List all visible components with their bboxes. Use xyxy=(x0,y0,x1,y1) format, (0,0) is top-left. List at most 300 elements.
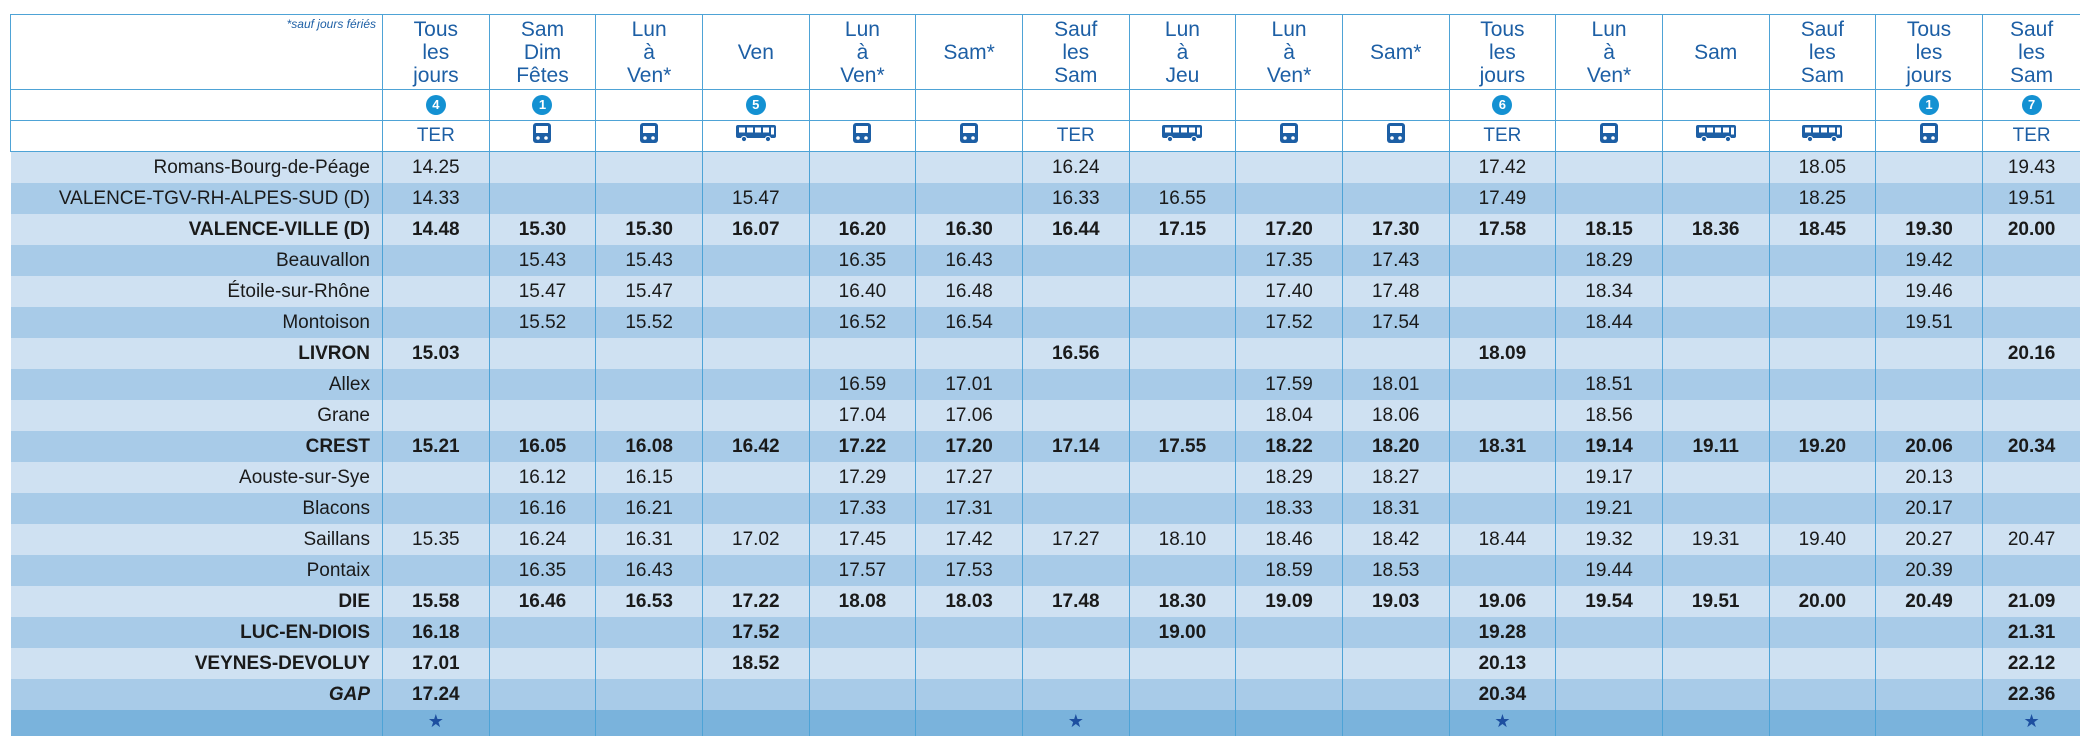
time-cell: 17.42 xyxy=(1449,152,1556,184)
time-cell xyxy=(1342,338,1449,369)
time-cell xyxy=(1662,679,1769,710)
time-cell xyxy=(1342,648,1449,679)
time-cell xyxy=(1982,400,2080,431)
day-line: à xyxy=(643,40,655,64)
time-cell xyxy=(916,152,1023,184)
time-cell xyxy=(1022,276,1129,307)
timetable xyxy=(10,14,2080,736)
footer-cell xyxy=(1022,710,1129,736)
time-cell xyxy=(489,400,596,431)
column-mode-13 xyxy=(1662,121,1769,152)
column-days-7 xyxy=(1022,15,1129,90)
time-cell: 17.45 xyxy=(809,524,916,555)
time-cell xyxy=(702,462,809,493)
column-note-3 xyxy=(596,90,703,121)
column-mode-2 xyxy=(489,121,596,152)
time-cell xyxy=(489,679,596,710)
time-cell xyxy=(1556,679,1663,710)
day-line: les xyxy=(2018,40,2046,64)
time-cell xyxy=(1022,307,1129,338)
time-cell xyxy=(1449,245,1556,276)
time-cell: 16.08 xyxy=(596,431,703,462)
time-cell xyxy=(1662,152,1769,184)
stop-name: Beauvallon xyxy=(11,245,383,276)
time-cell xyxy=(1982,462,2080,493)
day-line: Lun xyxy=(1271,17,1307,41)
time-cell: 15.52 xyxy=(489,307,596,338)
time-cell: 18.34 xyxy=(1556,276,1663,307)
time-cell: 19.09 xyxy=(1236,586,1343,617)
stop-name: Grane xyxy=(11,400,383,431)
time-cell: 17.27 xyxy=(916,462,1023,493)
time-cell: 16.24 xyxy=(489,524,596,555)
time-cell: 16.33 xyxy=(1022,183,1129,214)
time-cell: 18.56 xyxy=(1556,400,1663,431)
time-cell xyxy=(1556,648,1663,679)
time-cell: 17.54 xyxy=(1342,307,1449,338)
footer-cell xyxy=(383,710,490,736)
time-cell xyxy=(1129,648,1236,679)
time-cell xyxy=(1769,555,1876,586)
time-cell: 17.48 xyxy=(1342,276,1449,307)
time-cell: 18.03 xyxy=(916,586,1023,617)
footer-cell xyxy=(1556,710,1663,736)
time-cell: 17.30 xyxy=(1342,214,1449,245)
time-cell: 16.56 xyxy=(1022,338,1129,369)
column-mode-7 xyxy=(1022,121,1129,152)
time-cell xyxy=(383,493,490,524)
time-cell: 20.13 xyxy=(1449,648,1556,679)
time-cell xyxy=(1449,369,1556,400)
footer-cell xyxy=(809,710,916,736)
time-cell: 17.52 xyxy=(702,617,809,648)
time-cell xyxy=(596,152,703,184)
note-badge: 5 xyxy=(746,95,766,115)
time-cell: 17.33 xyxy=(809,493,916,524)
time-cell: 15.21 xyxy=(383,431,490,462)
time-cell xyxy=(489,369,596,400)
time-cell xyxy=(1129,555,1236,586)
time-cell: 16.20 xyxy=(809,214,916,245)
time-cell xyxy=(1769,369,1876,400)
day-line: à xyxy=(1603,40,1615,64)
day-line: Fêtes xyxy=(516,63,569,87)
time-cell: 18.29 xyxy=(1556,245,1663,276)
time-cell: 19.40 xyxy=(1769,524,1876,555)
time-cell: 19.14 xyxy=(1556,431,1663,462)
time-cell: 16.30 xyxy=(916,214,1023,245)
time-cell xyxy=(1876,679,1983,710)
time-cell xyxy=(383,555,490,586)
column-mode-3 xyxy=(596,121,703,152)
time-cell xyxy=(489,338,596,369)
column-note-13 xyxy=(1662,90,1769,121)
time-cell xyxy=(1556,617,1663,648)
time-cell: 17.42 xyxy=(916,524,1023,555)
footer-cell xyxy=(1982,710,2080,736)
note-badge: 7 xyxy=(2022,95,2042,115)
time-cell: 19.20 xyxy=(1769,431,1876,462)
time-cell: 16.43 xyxy=(596,555,703,586)
time-cell: 17.48 xyxy=(1022,586,1129,617)
time-cell: 16.42 xyxy=(702,431,809,462)
column-note-7 xyxy=(1022,90,1129,121)
train-icon xyxy=(852,122,872,150)
column-days-13 xyxy=(1662,15,1769,90)
train-icon xyxy=(1386,122,1406,150)
time-cell: 17.31 xyxy=(916,493,1023,524)
time-cell: 19.30 xyxy=(1876,214,1983,245)
time-cell: 17.43 xyxy=(1342,245,1449,276)
time-cell xyxy=(1662,276,1769,307)
time-cell xyxy=(1022,617,1129,648)
time-cell xyxy=(383,245,490,276)
column-note-1 xyxy=(383,90,490,121)
time-cell: 19.44 xyxy=(1556,555,1663,586)
time-cell xyxy=(1022,400,1129,431)
time-cell: 16.35 xyxy=(809,245,916,276)
train-icon xyxy=(1599,122,1619,150)
column-mode-1 xyxy=(383,121,490,152)
time-cell: 15.30 xyxy=(596,214,703,245)
stop-name: Aouste-sur-Sye xyxy=(11,462,383,493)
time-cell: 15.30 xyxy=(489,214,596,245)
time-cell: 18.01 xyxy=(1342,369,1449,400)
time-cell: 15.47 xyxy=(596,276,703,307)
time-cell xyxy=(1662,400,1769,431)
time-cell xyxy=(1982,245,2080,276)
time-cell xyxy=(1982,369,2080,400)
time-cell: 16.35 xyxy=(489,555,596,586)
stop-name: GAP xyxy=(11,679,383,710)
time-cell: 19.11 xyxy=(1662,431,1769,462)
time-cell: 19.17 xyxy=(1556,462,1663,493)
time-cell xyxy=(702,400,809,431)
footer-cell xyxy=(1449,710,1556,736)
column-note-16 xyxy=(1982,90,2080,121)
time-cell xyxy=(489,617,596,648)
time-cell xyxy=(1769,276,1876,307)
stop-row xyxy=(11,183,2080,214)
notes-label-cell xyxy=(11,90,383,121)
time-cell xyxy=(702,679,809,710)
time-cell xyxy=(1342,152,1449,184)
time-cell xyxy=(702,493,809,524)
time-cell: 15.43 xyxy=(596,245,703,276)
time-cell xyxy=(1022,245,1129,276)
time-cell: 19.31 xyxy=(1662,524,1769,555)
star-icon: ★ xyxy=(427,711,444,731)
day-line: à xyxy=(1283,40,1295,64)
time-cell: 22.36 xyxy=(1982,679,2080,710)
time-cell xyxy=(596,183,703,214)
time-cell xyxy=(1449,462,1556,493)
day-line: Lun xyxy=(631,17,667,41)
footer-label-cell xyxy=(11,710,383,736)
column-days-8 xyxy=(1129,15,1236,90)
column-note-6 xyxy=(916,90,1023,121)
footer-cell xyxy=(1769,710,1876,736)
time-cell: 16.48 xyxy=(916,276,1023,307)
time-cell: 17.22 xyxy=(809,431,916,462)
time-cell xyxy=(1982,555,2080,586)
header-modes-row xyxy=(11,121,2080,152)
time-cell: 17.20 xyxy=(1236,214,1343,245)
stop-row xyxy=(11,214,2080,245)
time-cell xyxy=(1876,369,1983,400)
time-cell: 18.27 xyxy=(1342,462,1449,493)
time-cell: 20.27 xyxy=(1876,524,1983,555)
day-line: les xyxy=(1808,40,1836,64)
time-cell xyxy=(1129,152,1236,184)
stop-row xyxy=(11,493,2080,524)
day-line: Tous xyxy=(413,17,458,41)
time-cell: 19.51 xyxy=(1876,307,1983,338)
star-icon: ★ xyxy=(2023,711,2040,731)
time-cell: 14.48 xyxy=(383,214,490,245)
time-cell xyxy=(1662,555,1769,586)
time-cell: 18.36 xyxy=(1662,214,1769,245)
day-line: jours xyxy=(1906,63,1952,87)
time-cell: 18.20 xyxy=(1342,431,1449,462)
stop-row xyxy=(11,586,2080,617)
time-cell xyxy=(596,617,703,648)
time-cell xyxy=(1129,338,1236,369)
time-cell: 16.40 xyxy=(809,276,916,307)
time-cell xyxy=(1449,307,1556,338)
time-cell xyxy=(1129,245,1236,276)
time-cell: 20.17 xyxy=(1876,493,1983,524)
stop-name: Étoile-sur-Rhône xyxy=(11,276,383,307)
time-cell xyxy=(1236,338,1343,369)
stop-name: LIVRON xyxy=(11,338,383,369)
time-cell xyxy=(1022,462,1129,493)
train-icon xyxy=(639,122,659,150)
stop-row xyxy=(11,245,2080,276)
column-note-12 xyxy=(1556,90,1663,121)
header-corner xyxy=(11,15,383,90)
time-cell xyxy=(1662,307,1769,338)
column-note-8 xyxy=(1129,90,1236,121)
header-notes-row xyxy=(11,90,2080,121)
time-cell xyxy=(1556,183,1663,214)
column-days-6 xyxy=(916,15,1023,90)
time-cell: 17.58 xyxy=(1449,214,1556,245)
stop-row xyxy=(11,307,2080,338)
train-icon xyxy=(1279,122,1299,150)
stop-name: LUC-EN-DIOIS xyxy=(11,617,383,648)
time-cell xyxy=(1342,183,1449,214)
stop-row xyxy=(11,524,2080,555)
time-cell: 18.09 xyxy=(1449,338,1556,369)
time-cell: 19.51 xyxy=(1982,183,2080,214)
time-cell xyxy=(596,679,703,710)
time-cell xyxy=(1236,152,1343,184)
time-cell: 14.33 xyxy=(383,183,490,214)
day-line: Lun xyxy=(1591,17,1627,41)
time-cell: 18.33 xyxy=(1236,493,1343,524)
time-cell: 16.31 xyxy=(596,524,703,555)
time-cell xyxy=(1449,276,1556,307)
time-cell: 17.02 xyxy=(702,524,809,555)
time-cell xyxy=(1876,617,1983,648)
time-cell xyxy=(1876,183,1983,214)
time-cell: 18.04 xyxy=(1236,400,1343,431)
day-line: Ven* xyxy=(840,63,885,87)
time-cell: 17.04 xyxy=(809,400,916,431)
time-cell: 18.44 xyxy=(1556,307,1663,338)
time-cell: 15.43 xyxy=(489,245,596,276)
footer-cell xyxy=(1236,710,1343,736)
time-cell xyxy=(1662,648,1769,679)
stop-row xyxy=(11,400,2080,431)
time-cell: 16.07 xyxy=(702,214,809,245)
time-cell xyxy=(702,369,809,400)
time-cell xyxy=(1556,338,1663,369)
time-cell xyxy=(1662,369,1769,400)
time-cell: 17.15 xyxy=(1129,214,1236,245)
time-cell: 19.43 xyxy=(1982,152,2080,184)
time-cell xyxy=(489,648,596,679)
column-mode-9 xyxy=(1236,121,1343,152)
time-cell xyxy=(1556,152,1663,184)
time-cell xyxy=(383,369,490,400)
footer-cell xyxy=(1129,710,1236,736)
time-cell xyxy=(1129,276,1236,307)
time-cell: 17.57 xyxy=(809,555,916,586)
column-note-4 xyxy=(702,90,809,121)
time-cell: 17.14 xyxy=(1022,431,1129,462)
day-line: Sam* xyxy=(943,40,995,64)
day-line: à xyxy=(1176,40,1189,64)
time-cell xyxy=(916,617,1023,648)
time-cell: 15.47 xyxy=(489,276,596,307)
column-mode-8 xyxy=(1129,121,1236,152)
time-cell xyxy=(1876,648,1983,679)
time-cell: 20.00 xyxy=(1982,214,2080,245)
day-line: Sauf xyxy=(1800,17,1844,41)
column-days-11 xyxy=(1449,15,1556,90)
column-days-1 xyxy=(383,15,490,90)
time-cell: 18.05 xyxy=(1769,152,1876,184)
time-cell: 19.21 xyxy=(1556,493,1663,524)
column-note-10 xyxy=(1342,90,1449,121)
time-cell xyxy=(489,183,596,214)
stop-name: Blacons xyxy=(11,493,383,524)
time-cell: 18.30 xyxy=(1129,586,1236,617)
footer-cell xyxy=(489,710,596,736)
time-cell xyxy=(702,338,809,369)
time-cell: 17.52 xyxy=(1236,307,1343,338)
time-cell xyxy=(1769,245,1876,276)
stop-name: Pontaix xyxy=(11,555,383,586)
time-cell xyxy=(809,679,916,710)
day-line: Jeu xyxy=(1165,63,1200,87)
column-days-14 xyxy=(1769,15,1876,90)
time-cell: 20.06 xyxy=(1876,431,1983,462)
time-cell xyxy=(916,183,1023,214)
time-cell xyxy=(1449,493,1556,524)
stop-name: VALENCE-TGV-RH-ALPES-SUD (D) xyxy=(11,183,383,214)
footer-cell xyxy=(1342,710,1449,736)
time-cell xyxy=(1662,338,1769,369)
stop-row xyxy=(11,338,2080,369)
stop-row xyxy=(11,276,2080,307)
time-cell xyxy=(916,679,1023,710)
column-mode-16 xyxy=(1982,121,2080,152)
day-line: Sam xyxy=(1694,40,1738,64)
column-mode-12 xyxy=(1556,121,1663,152)
day-line: Sam xyxy=(1800,63,1844,87)
time-cell xyxy=(383,276,490,307)
column-mode-15 xyxy=(1876,121,1983,152)
time-cell xyxy=(702,152,809,184)
day-line: les xyxy=(1488,40,1516,64)
stop-name: Allex xyxy=(11,369,383,400)
column-days-4 xyxy=(702,15,809,90)
time-cell: 19.42 xyxy=(1876,245,1983,276)
time-cell: 16.46 xyxy=(489,586,596,617)
time-cell: 16.15 xyxy=(596,462,703,493)
footnote-text: *sauf jours fériés xyxy=(286,17,376,31)
column-days-16 xyxy=(1982,15,2080,90)
day-line: jours xyxy=(413,63,459,87)
time-cell: 22.12 xyxy=(1982,648,2080,679)
day-line: Ven xyxy=(737,40,774,64)
footer-cell xyxy=(596,710,703,736)
bus-icon xyxy=(735,124,777,148)
time-cell: 18.08 xyxy=(809,586,916,617)
time-cell: 18.53 xyxy=(1342,555,1449,586)
star-icon: ★ xyxy=(1067,711,1084,731)
column-days-10 xyxy=(1342,15,1449,90)
time-cell xyxy=(1662,245,1769,276)
time-cell xyxy=(1662,183,1769,214)
time-cell: 18.06 xyxy=(1342,400,1449,431)
day-line: Ven* xyxy=(1266,63,1312,87)
time-cell: 18.44 xyxy=(1449,524,1556,555)
time-cell: 17.59 xyxy=(1236,369,1343,400)
bus-icon xyxy=(1801,124,1843,148)
footer-cell xyxy=(1876,710,1983,736)
column-note-14 xyxy=(1769,90,1876,121)
time-cell: 16.44 xyxy=(1022,214,1129,245)
stop-row xyxy=(11,431,2080,462)
column-days-9 xyxy=(1236,15,1343,90)
time-cell xyxy=(1876,400,1983,431)
footer-cell xyxy=(1662,710,1769,736)
time-cell: 18.46 xyxy=(1236,524,1343,555)
time-cell xyxy=(1022,555,1129,586)
time-cell: 16.55 xyxy=(1129,183,1236,214)
time-cell: 18.10 xyxy=(1129,524,1236,555)
time-cell: 16.21 xyxy=(596,493,703,524)
time-cell xyxy=(1342,679,1449,710)
time-cell: 19.00 xyxy=(1129,617,1236,648)
time-cell xyxy=(1876,338,1983,369)
time-cell xyxy=(1236,679,1343,710)
time-cell: 15.52 xyxy=(596,307,703,338)
time-cell: 19.46 xyxy=(1876,276,1983,307)
time-cell xyxy=(596,369,703,400)
time-cell: 17.06 xyxy=(916,400,1023,431)
time-cell xyxy=(809,338,916,369)
day-line: Dim xyxy=(523,40,562,64)
time-cell: 16.52 xyxy=(809,307,916,338)
time-cell: 18.25 xyxy=(1769,183,1876,214)
ter-label: TER xyxy=(1483,125,1522,146)
time-cell: 17.24 xyxy=(383,679,490,710)
